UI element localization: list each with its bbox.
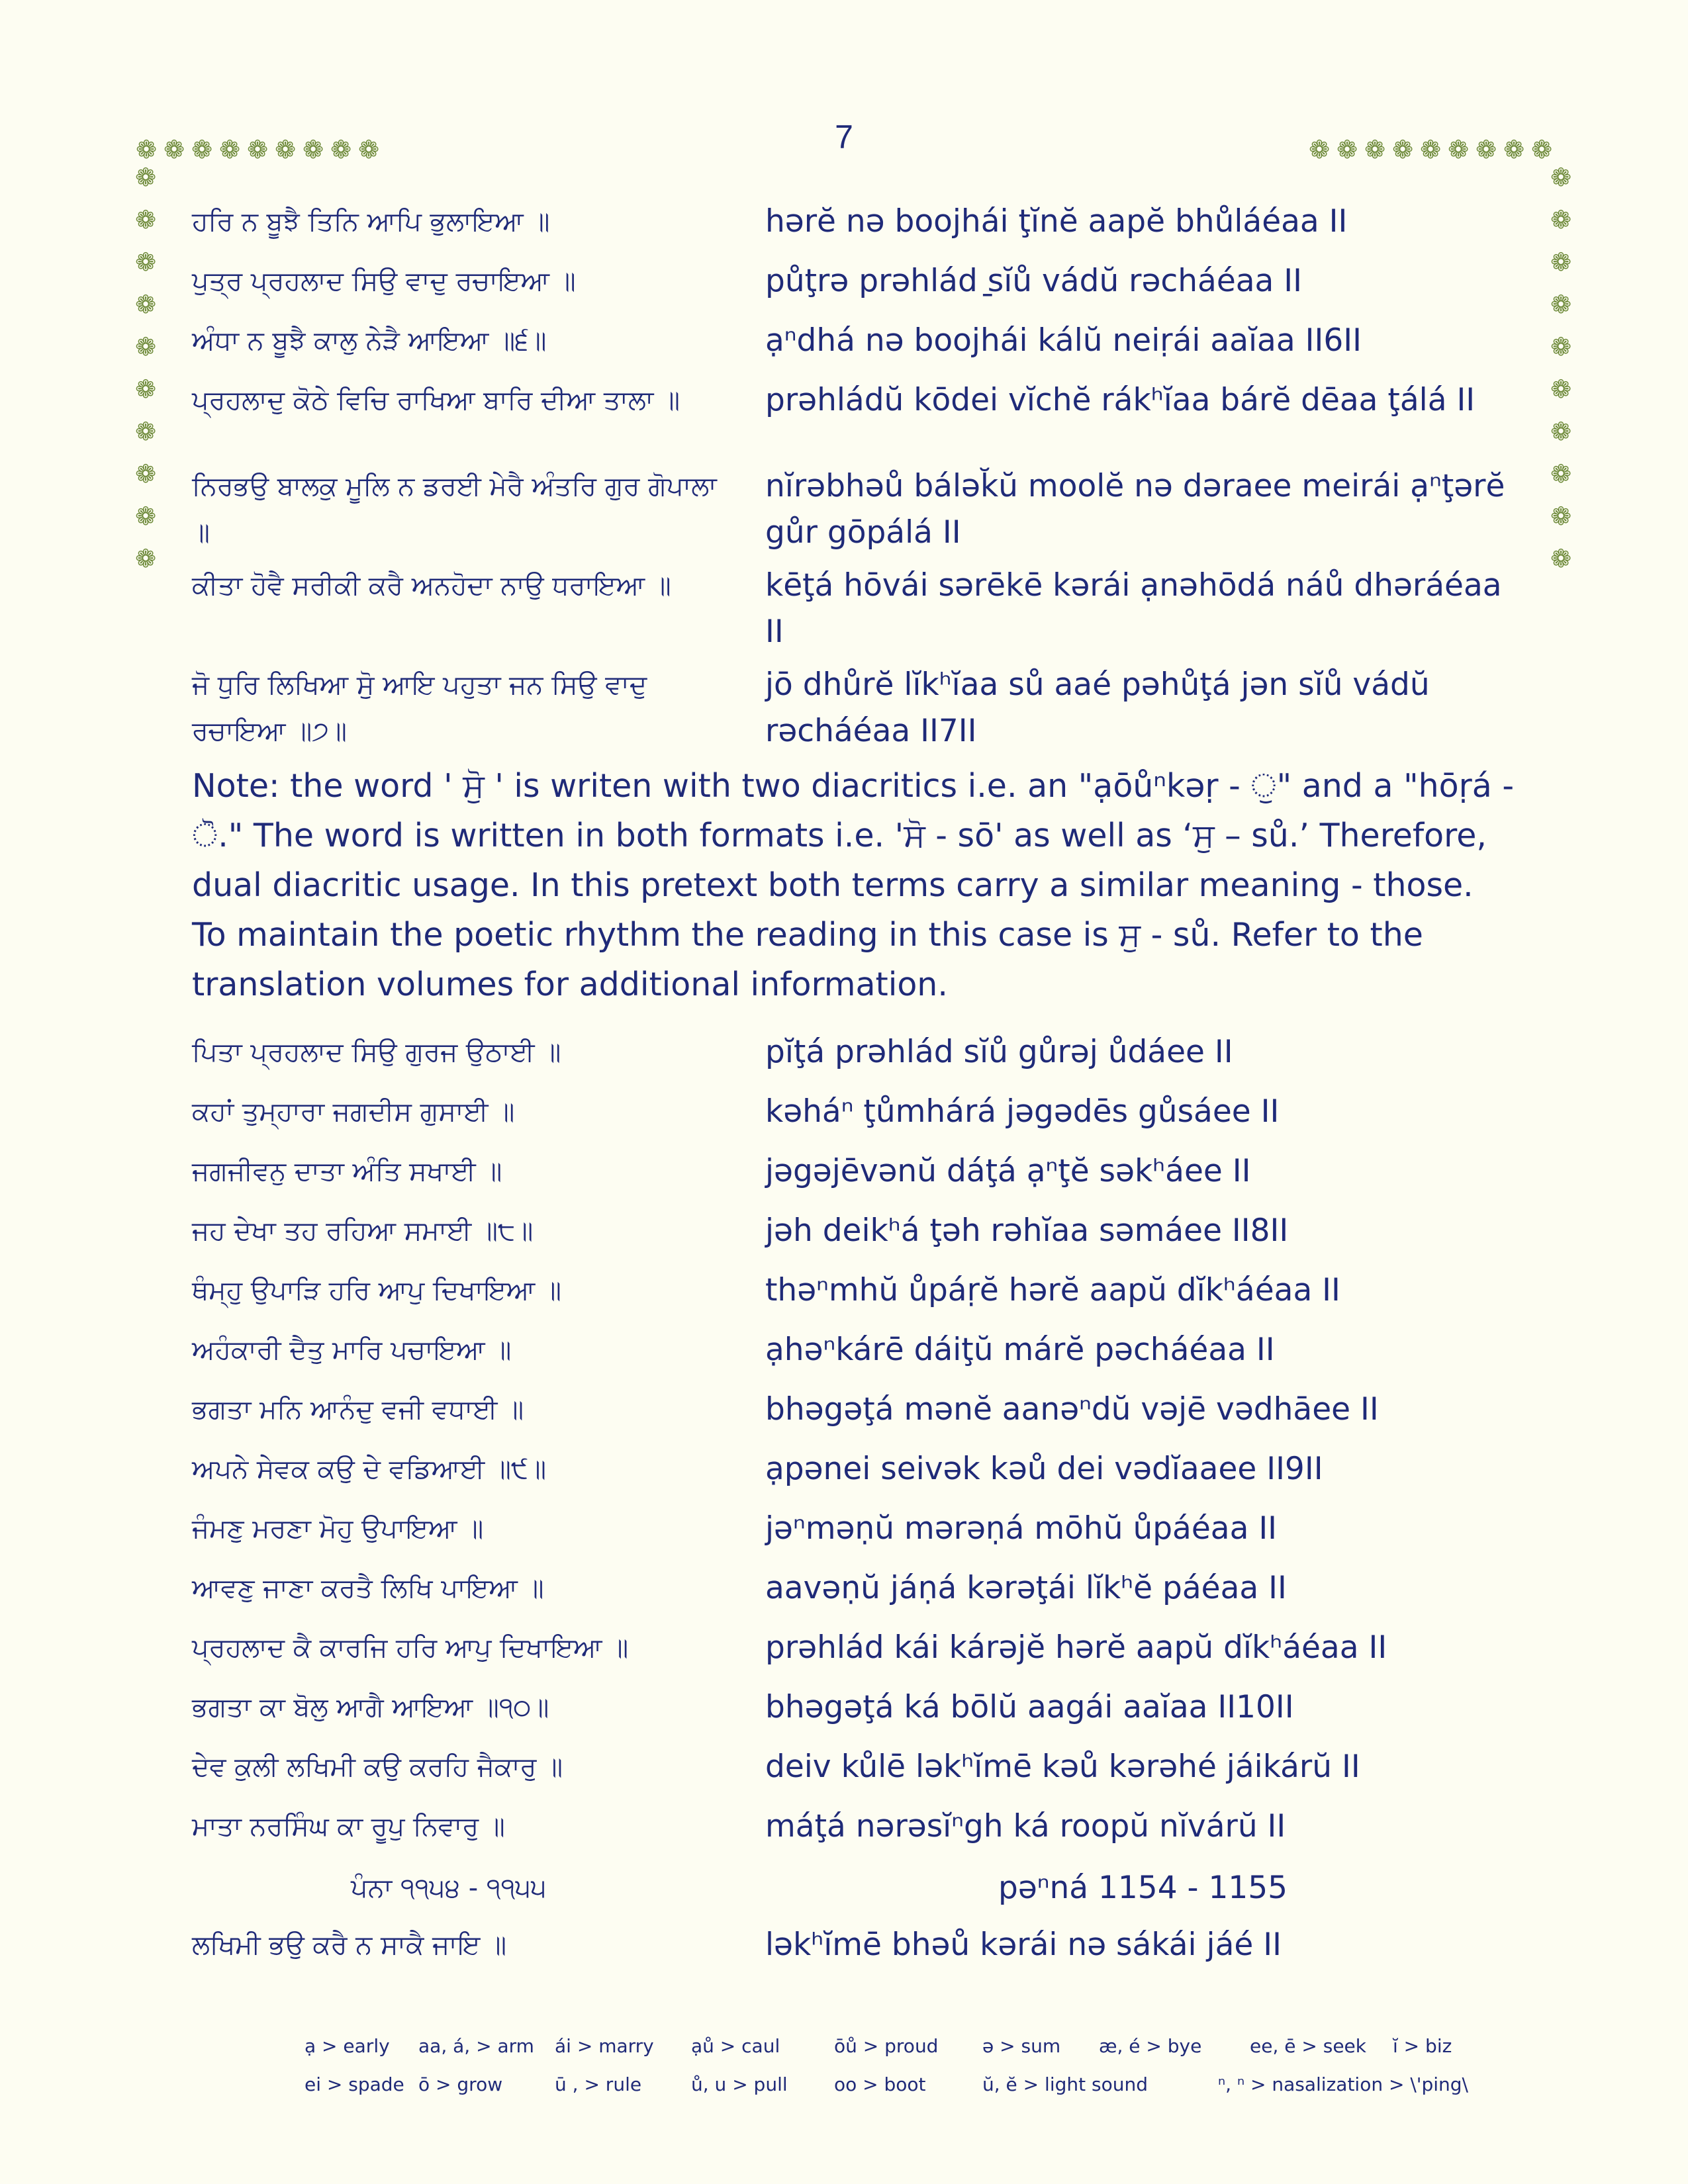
verse-gurmukhi: ਅੰਧਾ ਨ ਬੂਝੈ ਕਾਲੁ ਨੇੜੈ ਆਇਆ ॥੬॥ bbox=[192, 326, 547, 356]
verse-translit: hərĕ nə boojhái ţĭnĕ aapĕ bhůláéaa II bbox=[765, 203, 1348, 240]
legend-item: ĭ > biz bbox=[1393, 2035, 1452, 2057]
verse-gurmukhi: ਪ੍ਰਹਲਾਦੁ ਕੋਠੇ ਵਿਚਿ ਰਾਖਿਆ ਬਾਰਿ ਦੀਆ ਤਾਲਾ ॥ bbox=[192, 385, 680, 416]
verse-gurmukhi: ਨਿਰਭਉ ਬਾਲਕੁ ਮੂਲਿ ਨ ਡਰਈ ਮੇਰੈ ਅੰਤਰਿ ਗੁਰ ਗੋਪਾਲਾ ॥ bbox=[192, 471, 717, 548]
legend-item: ⁿ, ⁿ > nasalization > \'ping\ bbox=[1218, 2073, 1468, 2095]
flower-icon: ❁ bbox=[1531, 135, 1552, 164]
flower-icon: ❁ bbox=[135, 417, 156, 446]
flower-icon: ❁ bbox=[330, 135, 352, 164]
verse-translit: ạhəⁿkárē dáiţŭ márĕ pəcháéaa II bbox=[765, 1332, 1275, 1368]
verse-translit: kēţá hōvái sərēkē kərái ạnəhōdá náů dhəráéaa II bbox=[765, 567, 1502, 650]
flower-icon: ❁ bbox=[1420, 135, 1441, 164]
flower-icon: ❁ bbox=[135, 248, 156, 277]
verse-gurmukhi: ਭਗਤਾ ਮਨਿ ਆਨੰਦੁ ਵਜੀ ਵਧਾਈ ॥ bbox=[192, 1394, 524, 1425]
verse-gurmukhi: ਅਪਨੇ ਸੇਵਕ ਕਉ ਦੇ ਵਡਿਆਈ ॥੯॥ bbox=[192, 1454, 547, 1484]
verse-translit: jō dhůrĕ lĭkʰĭaa sů aaé pəhůţá jən sĭů vádŭ rəcháéaa II7II bbox=[765, 666, 1430, 749]
flower-icon: ❁ bbox=[1503, 135, 1524, 164]
verse-translit: prəhládŭ kōdei vĭchĕ rákʰĭaa bárĕ dēaa ţálá II bbox=[765, 382, 1476, 418]
flower-icon: ❁ bbox=[136, 135, 157, 164]
verse-gurmukhi: ਜੰਮਣੁ ਮਰਣਾ ਮੋਹੁ ਉਪਾਇਆ ॥ bbox=[192, 1514, 484, 1544]
verse-translit: ạⁿdhá nə boojhái kálŭ neiṛái aaĭaa II6II bbox=[765, 322, 1362, 359]
flower-icon: ❁ bbox=[135, 502, 156, 531]
legend-item: ō > grow bbox=[418, 2073, 503, 2095]
legend-item: ạů > caul bbox=[691, 2035, 780, 2057]
verse-translit: jəgəjēvənŭ dáţá ạⁿţĕ səkʰáee II bbox=[765, 1153, 1251, 1189]
flower-border-left bbox=[132, 156, 159, 580]
flower-icon: ❁ bbox=[135, 375, 156, 404]
flower-icon: ❁ bbox=[1550, 544, 1571, 573]
flower-border-top-left bbox=[132, 136, 383, 163]
legend-item: ŭ, ĕ > light sound bbox=[982, 2073, 1148, 2095]
verse-translit: jəⁿməṇŭ mərəṇá mōhŭ ůpáéaa II bbox=[765, 1510, 1278, 1547]
legend-item: ee, ē > seek bbox=[1250, 2035, 1366, 2057]
legend-row-2 bbox=[305, 2073, 1496, 2112]
flower-icon: ❁ bbox=[303, 135, 324, 164]
flower-icon: ❁ bbox=[135, 205, 156, 234]
verse-gurmukhi: ਕਹਾਂ ਤੁਮ੍ਹਾਰਾ ਜਗਦੀਸ ਗੁਸਾਈ ॥ bbox=[192, 1097, 515, 1127]
flower-icon: ❁ bbox=[135, 544, 156, 573]
legend-row-1 bbox=[305, 2035, 1496, 2073]
legend-item: ạ > early bbox=[305, 2035, 390, 2057]
verse-translit: nĭrəbhəů bálək̆ŭ moolĕ nə dəraee meirái ạⁿţərĕ gůr gōpálá II bbox=[765, 468, 1505, 551]
flower-icon: ❁ bbox=[1550, 502, 1571, 531]
flower-icon: ❁ bbox=[1448, 135, 1469, 164]
flower-icon: ❁ bbox=[1550, 248, 1571, 277]
verse-gurmukhi: ਜਗਜੀਵਨੁ ਦਾਤਾ ਅੰਤਿ ਸਖਾਈ ॥ bbox=[192, 1156, 502, 1187]
flower-icon: ❁ bbox=[1550, 459, 1571, 488]
verse-translit: aavəṇŭ jáṇá kərəţái lĭkʰĕ páéaa II bbox=[765, 1570, 1287, 1606]
note-text: Note: the word ' ਸੁੋ ' is writen with two diacritics i.e. an "ạōůⁿkəṛ - ੁ" and a "hōṛá - ੋ." The word is written in both formats i.e. 'ਸੋ - sō' as well as ‘ਸੁ – sů.’ Therefore, dual diacritic usage. In this pretext both terms carry a similar meaning - those. To maintain the poetic rhythm the reading in this case is ਸੁ - sů. Refer to the translation volumes for additional information. bbox=[192, 767, 1515, 1003]
legend-item: oo > boot bbox=[834, 2073, 926, 2095]
flower-border-top-right bbox=[1305, 136, 1556, 163]
flower-icon: ❁ bbox=[135, 290, 156, 319]
legend-item: ə > sum bbox=[982, 2035, 1061, 2057]
verse-gurmukhi: ਪ੍ਰਹਲਾਦ ਕੈ ਕਾਰਜਿ ਹਰਿ ਆਪੁ ਦਿਖਾਇਆ ॥ bbox=[192, 1633, 629, 1663]
flower-icon: ❁ bbox=[247, 135, 268, 164]
verse-translit: máţá nərəsĭⁿgh ká roopŭ nĭvárŭ II bbox=[765, 1808, 1286, 1844]
verse-gurmukhi: ਜੋ ਧੁਰਿ ਲਿਖਿਆ ਸੁੋ ਆਇ ਪਹੁਤਾ ਜਨ ਸਿਉ ਵਾਦੁ ਰਚਾਇਆ ॥੭॥ bbox=[192, 670, 647, 747]
flower-icon: ❁ bbox=[135, 459, 156, 488]
legend-item: æ, é > bye bbox=[1099, 2035, 1202, 2057]
flower-icon: ❁ bbox=[1364, 135, 1385, 164]
page-reference-gurmukhi: ਪੰਨਾ ੧੧੫੪ - ੧੧੫੫ bbox=[351, 1873, 547, 1903]
verse-gurmukhi: ਦੇਵ ਕੁਲੀ ਲਖਿਮੀ ਕਉ ਕਰਹਿ ਜੈਕਾਰੁ ॥ bbox=[192, 1752, 563, 1782]
flower-icon: ❁ bbox=[1550, 375, 1571, 404]
verse-gurmukhi: ਪਿਤਾ ਪ੍ਰਹਲਾਦ ਸਿਉ ਗੁਰਜ ਉਠਾਈ ॥ bbox=[192, 1037, 561, 1068]
verse-translit: thəⁿmhŭ ůpáṛĕ hərĕ aapŭ dĭkʰáéaa II bbox=[765, 1272, 1340, 1308]
legend-item: ōů > proud bbox=[834, 2035, 939, 2057]
flower-icon: ❁ bbox=[219, 135, 240, 164]
flower-border-right bbox=[1548, 156, 1574, 580]
verse-gurmukhi: ਪੁਤ੍ਰ ਪ੍ਰਹਲਾਦ ਸਿਉ ਵਾਦੁ ਰਚਾਇਆ ॥ bbox=[192, 266, 576, 296]
flower-icon: ❁ bbox=[135, 332, 156, 361]
flower-icon: ❁ bbox=[191, 135, 212, 164]
verse-translit: půţrə prəhládַ sĭů vádŭ rəcháéaa II bbox=[765, 263, 1303, 299]
verse-gurmukhi: ਅਹੰਕਾਰੀ ਦੈਤੁ ਮਾਰਿ ਪਚਾਇਆ ॥ bbox=[192, 1335, 512, 1365]
flower-icon: ❁ bbox=[1550, 290, 1571, 319]
verse-gurmukhi: ਜਹ ਦੇਖਾ ਤਹ ਰਹਿਆ ਸਮਾਈ ॥੮॥ bbox=[192, 1216, 534, 1246]
verse-translit: pĭţá prəhlád sĭů gůrəj ůdáee II bbox=[765, 1034, 1233, 1070]
flower-icon: ❁ bbox=[1476, 135, 1497, 164]
verse-translit: bhəgəţá mənĕ aanəⁿdŭ vəjē vədhāee II bbox=[765, 1391, 1379, 1428]
verse-translit: bhəgəţá ká bōlŭ aagái aaĭaa II10II bbox=[765, 1689, 1294, 1725]
flower-icon: ❁ bbox=[1336, 135, 1358, 164]
verse-gurmukhi: ਕੀਤਾ ਹੋਵੈ ਸਰੀਕੀ ਕਰੈ ਅਨਹੋਦਾ ਨਾਉ ਧਰਾਇਆ ॥ bbox=[192, 570, 671, 601]
verse-gurmukhi: ਭਗਤਾ ਕਾ ਬੋਲੁ ਆਗੈ ਆਇਆ ॥੧੦॥ bbox=[192, 1692, 549, 1723]
verse-translit: kəháⁿ ţůmhárá jəgədēs gůsáee II bbox=[765, 1093, 1280, 1130]
verse-gurmukhi: ਹਰਿ ਨ ਬੂਝੈ ਤਿਨਿ ਆਪਿ ਭੁਲਾਇਆ ॥ bbox=[192, 206, 550, 237]
legend-item: aa, á, > arm bbox=[418, 2035, 534, 2057]
verse-gurmukhi: ਮਾਤਾ ਨਰਸਿੰਘ ਕਾ ਰੂਪੁ ਨਿਵਾਰੁ ॥ bbox=[192, 1811, 505, 1842]
flower-icon: ❁ bbox=[358, 135, 379, 164]
flower-icon: ❁ bbox=[1550, 332, 1571, 361]
flower-icon: ❁ bbox=[275, 135, 296, 164]
flower-icon: ❁ bbox=[135, 163, 156, 192]
verse-translit: prəhlád kái kárəjĕ hərĕ aapŭ dĭkʰáéaa II bbox=[765, 1629, 1387, 1666]
last-verse-translit: ləkʰĭmē bhəů kərái nə sákái jáé II bbox=[765, 1927, 1282, 1963]
verse-gurmukhi: ਥੰਮ੍ਹੁ ਉਪਾੜਿ ਹਰਿ ਆਪੁ ਦਿਖਾਇਆ ॥ bbox=[192, 1275, 561, 1306]
flower-icon: ❁ bbox=[1309, 135, 1330, 164]
last-verse-gurmukhi: ਲਖਿਮੀ ਭਉ ਕਰੈ ਨ ਸਾਕੈ ਜਾਇ ॥ bbox=[192, 1930, 507, 1960]
legend-item: ei > spade bbox=[305, 2073, 404, 2095]
flower-icon: ❁ bbox=[1550, 417, 1571, 446]
verse-translit: deiv kůlē ləkʰĭmē kəů kərəhé jáikárŭ II bbox=[765, 1749, 1360, 1785]
verse-gurmukhi: ਆਵਣੁ ਜਾਣਾ ਕਰਤੈ ਲਿਖਿ ਪਾਇਆ ॥ bbox=[192, 1573, 544, 1604]
pronunciation-legend bbox=[305, 2035, 1496, 2112]
page-reference-translit: pəⁿná 1154 - 1155 bbox=[998, 1870, 1288, 1906]
flower-icon: ❁ bbox=[1550, 205, 1571, 234]
legend-item: ū , > rule bbox=[555, 2073, 642, 2095]
note-paragraph bbox=[192, 761, 1516, 1009]
flower-icon: ❁ bbox=[1392, 135, 1413, 164]
verse-translit: jəh deikʰá ţəh rəhĭaa səmáee II8II bbox=[765, 1212, 1289, 1249]
page-number: 7 bbox=[835, 118, 853, 156]
legend-item: ů, u > pull bbox=[691, 2073, 788, 2095]
flower-icon: ❁ bbox=[1550, 163, 1571, 192]
verse-translit: ạpənei seivək kəů dei vədĭaaee II9II bbox=[765, 1451, 1323, 1487]
flower-icon: ❁ bbox=[164, 135, 185, 164]
legend-item: ái > marry bbox=[555, 2035, 654, 2057]
